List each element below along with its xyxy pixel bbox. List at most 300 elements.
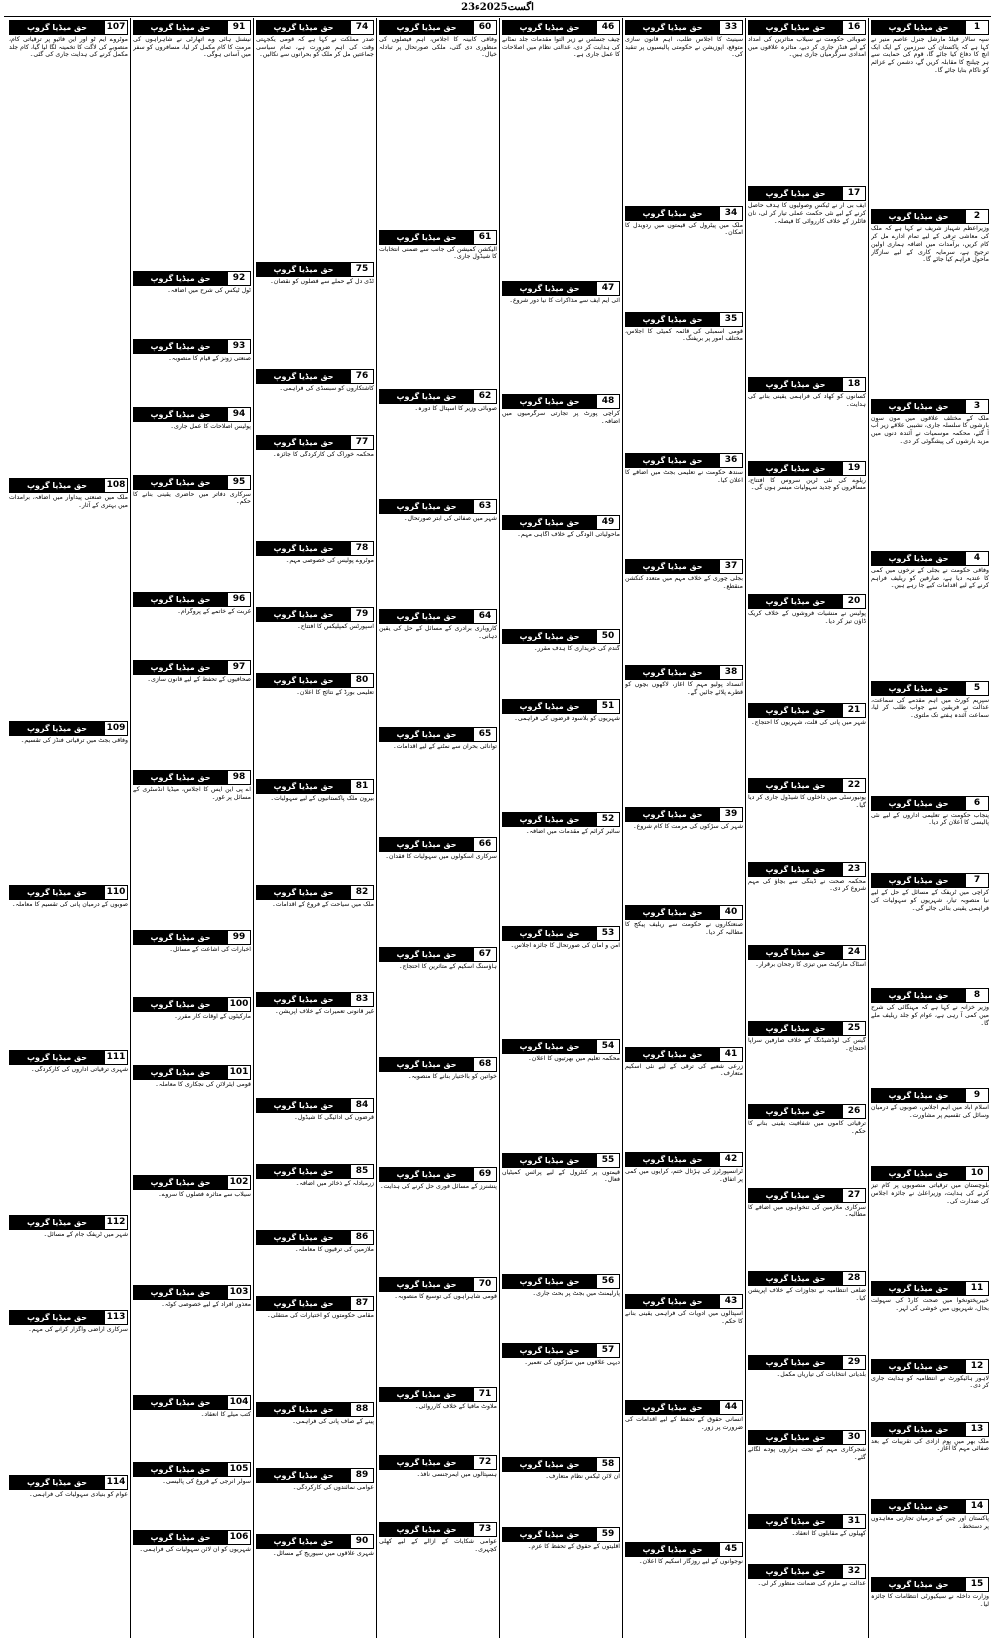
- story-text: آن لائن ٹیکس نظام متعارف۔: [545, 1472, 620, 1480]
- story-number: 89: [350, 1469, 373, 1482]
- news-story: [9, 1048, 128, 1213]
- story-header: [256, 992, 374, 1007]
- story-text: پاکستان اور چین کے درمیان تجارتی معاہدوں پر دستخط۔: [871, 1515, 989, 1531]
- story-header: [256, 262, 374, 277]
- story-tag: حق میڈیا گروپ: [257, 674, 350, 687]
- story-header: [379, 947, 497, 962]
- story-number: 6: [965, 797, 988, 810]
- story-body: [625, 823, 743, 903]
- story-text: پنشنرز کے مسائل فوری حل کرنے کی ہدایت۔: [379, 1182, 497, 1190]
- story-tag: حق میڈیا گروپ: [380, 231, 473, 244]
- news-story: [871, 397, 989, 549]
- story-body: [502, 645, 620, 697]
- story-header: [871, 873, 989, 888]
- story-text: سائبر کرائم کے مقدمات میں اضافہ۔: [525, 828, 620, 836]
- story-number: 111: [104, 1051, 127, 1064]
- story-header: [871, 1499, 989, 1514]
- story-header: [502, 926, 620, 941]
- story-tag: حق میڈیا گروپ: [134, 1531, 227, 1544]
- story-text: قومی ایئرلائن کی نجکاری کا معاملہ۔: [155, 1081, 251, 1089]
- story-header: [748, 377, 866, 392]
- story-number: 77: [350, 436, 373, 449]
- news-story: [133, 269, 251, 337]
- story-number: 85: [350, 1165, 373, 1178]
- story-number: 76: [350, 370, 373, 383]
- news-story: [133, 473, 251, 591]
- story-header: [502, 1153, 620, 1168]
- news-story: [871, 207, 989, 396]
- story-number: 55: [596, 1154, 619, 1167]
- news-story: [748, 1269, 866, 1352]
- story-tag: حق میڈیا گروپ: [10, 1311, 104, 1324]
- news-story: [379, 945, 497, 1055]
- story-body: [502, 1290, 620, 1342]
- news-story: [748, 1562, 866, 1638]
- story-tag: حق میڈیا گروپ: [380, 390, 473, 403]
- story-tag: حق میڈیا گروپ: [380, 948, 473, 961]
- story-text: کھیلوں کے مقابلوں کا انعقاد۔: [791, 1529, 866, 1537]
- story-text: سرکاری دفاتر میں حاضری یقینی بنانے کا حکم۔: [133, 490, 251, 506]
- story-header: [748, 1188, 866, 1203]
- story-tag: حق میڈیا گروپ: [503, 927, 596, 940]
- story-text: انسانی حقوق کے تحفظ کے لیے اقدامات کی ضرورت پر زور۔: [625, 1416, 743, 1431]
- story-header: [748, 1271, 866, 1286]
- story-header: [502, 20, 620, 35]
- story-tag: حق میڈیا گروپ: [10, 1476, 104, 1489]
- story-number: 103: [227, 1286, 250, 1299]
- story-number: 24: [842, 946, 865, 959]
- news-story: [871, 1357, 989, 1420]
- news-story: [502, 1341, 620, 1455]
- story-header: [9, 885, 128, 900]
- story-text: صنعتی زونز کے قیام کا منصوبہ۔: [168, 355, 251, 363]
- news-story: [748, 701, 866, 777]
- news-story: [871, 871, 989, 986]
- story-body: [133, 1546, 251, 1638]
- story-tag: حق میڈیا گروپ: [257, 780, 350, 793]
- news-story: [625, 903, 743, 1045]
- news-story: [748, 375, 866, 458]
- story-body: [133, 1191, 251, 1283]
- story-body: [748, 1120, 866, 1185]
- story-body: [133, 786, 251, 928]
- story-text: خیبرپختونخوا میں صحت کارڈ کی سہولت بحال، شہریوں میں خوشی کی لہر۔: [871, 1297, 989, 1312]
- story-tag: حق میڈیا گروپ: [503, 1154, 596, 1167]
- story-text: ترقیاتی کاموں میں شفافیت یقینی بنانے کا حکم۔: [748, 1120, 866, 1135]
- story-tag: حق میڈیا گروپ: [749, 946, 842, 959]
- story-tag: حق میڈیا گروپ: [10, 722, 104, 735]
- story-text: پارلیمنٹ میں بجٹ پر بحث جاری۔: [532, 1289, 620, 1297]
- story-tag: حق میڈیا گروپ: [257, 886, 350, 899]
- story-number: 34: [719, 207, 742, 220]
- news-column: [253, 18, 376, 1638]
- story-header: [748, 461, 866, 476]
- story-number: 1: [965, 21, 988, 34]
- story-text: نوجوانوں کے لیے روزگار اسکیم کا اعلان۔: [638, 1558, 743, 1565]
- story-body: [625, 1558, 743, 1638]
- story-tag: حق میڈیا گروپ: [872, 682, 965, 695]
- story-header: [256, 435, 374, 450]
- news-story: [502, 1272, 620, 1342]
- story-header: [871, 551, 989, 566]
- story-body: [256, 1312, 374, 1400]
- story-tag: حق میڈیا گروپ: [380, 728, 473, 741]
- story-body: [748, 1530, 866, 1563]
- story-text: معذور افراد کے لیے خصوصی کوٹہ۔: [161, 1300, 251, 1308]
- story-tag: حق میڈیا گروپ: [257, 1469, 350, 1482]
- news-story: [133, 1460, 251, 1528]
- news-story: [379, 1055, 497, 1165]
- story-tag: حق میڈیا گروپ: [872, 1089, 965, 1102]
- story-number: 90: [350, 1535, 373, 1548]
- story-text: اسٹاک مارکیٹ میں تیزی کا رجحان برقرار۔: [755, 961, 866, 969]
- story-number: 57: [596, 1344, 619, 1357]
- story-body: [871, 1438, 989, 1498]
- story-header: [256, 20, 374, 35]
- story-text: یونیورسٹی میں داخلوں کا شیڈول جاری کر دیا گیا۔: [748, 794, 866, 809]
- story-body: [502, 36, 620, 279]
- story-header: [871, 20, 989, 35]
- story-text: آئی ایم ایف سے مذاکرات کا نیا دور شروع۔: [509, 296, 620, 304]
- story-number: 105: [227, 1463, 250, 1476]
- story-body: [256, 689, 374, 777]
- story-text: شہر میں صفائی کی ابتر صورتحال۔: [403, 515, 497, 523]
- header-rule: [4, 16, 991, 17]
- story-body: [748, 1204, 866, 1269]
- story-body: [871, 1593, 989, 1638]
- news-story: [502, 513, 620, 627]
- story-header: [133, 770, 251, 785]
- story-tag: حق میڈیا گروپ: [257, 1403, 350, 1416]
- story-header: [625, 206, 743, 221]
- story-body: [748, 1580, 866, 1638]
- story-text: سینیٹ کا اجلاس طلب، اہم قانون سازی متوقع، اپوزیشن نے حکومتی پالیسیوں پر تنقید کی۔: [625, 36, 743, 59]
- story-body: [379, 1403, 497, 1453]
- story-number: 56: [596, 1275, 619, 1288]
- story-header: [133, 1175, 251, 1190]
- news-story: [625, 1292, 743, 1398]
- story-text: وفاقی حکومت نے بجلی کے نرخوں میں کمی کا عندیہ دیا ہے، صارفین کو ریلیف فراہم کرنے کے لیے اقدامات کیے جا رہے ہیں۔: [871, 566, 989, 590]
- story-number: 31: [842, 1515, 865, 1528]
- story-tag: حق میڈیا گروپ: [257, 1297, 350, 1310]
- story-number: 63: [473, 500, 496, 513]
- story-number: 96: [227, 593, 250, 606]
- story-text: ملازمین کی ترقیوں کا معاملہ۔: [294, 1245, 374, 1253]
- story-header: [871, 1166, 989, 1181]
- story-tag: حق میڈیا گروپ: [134, 931, 227, 944]
- story-tag: حق میڈیا گروپ: [872, 1360, 965, 1373]
- story-header: [502, 1039, 620, 1054]
- news-story: [133, 18, 251, 269]
- story-body: [625, 1063, 743, 1151]
- story-text: قومی اسمبلی کی قائمہ کمیٹی کا اجلاس، مختلف امور پر بریفنگ۔: [625, 327, 743, 343]
- story-body: [9, 901, 128, 1048]
- story-header: [502, 1457, 620, 1472]
- story-number: 16: [842, 21, 865, 34]
- story-body: [871, 1375, 989, 1420]
- news-story: [625, 1398, 743, 1540]
- news-story: [625, 1150, 743, 1292]
- story-text: قومی شاہراہوں کی توسیع کا منصوبہ۔: [394, 1292, 497, 1300]
- story-number: 67: [473, 948, 496, 961]
- story-text: اے پی این ایس کا اجلاس، میڈیا انڈسٹری کے مسائل پر غور۔: [133, 785, 251, 801]
- story-number: 80: [350, 674, 373, 687]
- story-body: [871, 415, 989, 549]
- story-number: 73: [473, 1523, 496, 1536]
- story-body: [748, 961, 866, 1019]
- story-header: [379, 1277, 497, 1292]
- story-body: [748, 36, 866, 184]
- story-text: انسداد پولیو مہم کا آغاز، لاکھوں بچوں کو قطرے پلائے جائیں گے۔: [625, 680, 743, 696]
- story-text: ٹول ٹیکس کی شرح میں اضافہ۔: [167, 287, 251, 295]
- news-story: [379, 1165, 497, 1275]
- story-tag: حق میڈیا گروپ: [626, 21, 719, 34]
- news-story: [256, 433, 374, 539]
- story-text: شجرکاری مہم کے تحت ہزاروں پودے لگائے گئے۔: [748, 1446, 866, 1461]
- story-body: [379, 1471, 497, 1521]
- story-tag: حق میڈیا گروپ: [257, 370, 350, 383]
- story-text: توانائی بحران سے نمٹنے کے لیے اقدامات۔: [392, 742, 497, 750]
- story-text: کراچی میں ٹریفک کے مسائل کے حل کے لیے نیا منصوبہ تیار، شہریوں کو سہولیات کی فراہمی یقینی بنائی جائے گی۔: [871, 889, 989, 912]
- story-tag: حق میڈیا گروپ: [749, 704, 842, 717]
- news-column: [622, 18, 745, 1638]
- story-header: [625, 1294, 743, 1309]
- story-number: 104: [227, 1396, 250, 1409]
- story-number: 47: [596, 282, 619, 295]
- news-story: [256, 1228, 374, 1294]
- story-header: [133, 997, 251, 1012]
- story-tag: حق میڈیا گروپ: [749, 378, 842, 391]
- story-header: [625, 1047, 743, 1062]
- story-text: بیرون ملک پاکستانیوں کے لیے سہولیات۔: [270, 795, 374, 803]
- news-story: [379, 1453, 497, 1521]
- story-number: 82: [350, 886, 373, 899]
- story-header: [9, 721, 128, 736]
- story-header: [379, 727, 497, 742]
- story-tag: حق میڈیا گروپ: [10, 21, 104, 34]
- story-text: شہر کی سڑکوں کی مرمت کا کام شروع۔: [633, 822, 743, 830]
- story-number: 38: [719, 666, 742, 679]
- story-number: 12: [965, 1360, 988, 1373]
- story-tag: حق میڈیا گروپ: [257, 1099, 350, 1112]
- news-story: [256, 1162, 374, 1228]
- story-number: 102: [227, 1176, 250, 1189]
- story-body: [256, 795, 374, 883]
- story-number: 50: [596, 630, 619, 643]
- story-body: [748, 610, 866, 700]
- story-tag: حق میڈیا گروپ: [380, 1278, 473, 1291]
- story-body: [379, 515, 497, 607]
- story-tag: حق میڈیا گروپ: [749, 1356, 842, 1369]
- story-tag: حق میڈیا گروپ: [749, 863, 842, 876]
- story-body: [502, 1473, 620, 1525]
- news-story: [9, 1308, 128, 1473]
- story-body: [133, 676, 251, 768]
- story-number: 52: [596, 813, 619, 826]
- story-body: [9, 737, 128, 884]
- story-header: [379, 389, 497, 404]
- news-story: [625, 204, 743, 310]
- story-number: 39: [719, 808, 742, 821]
- story-text: صوبوں کے درمیان پانی کی تقسیم کا معاملہ۔: [11, 901, 128, 909]
- news-column: [376, 18, 499, 1638]
- story-tag: حق میڈیا گروپ: [749, 779, 842, 792]
- story-tag: حق میڈیا گروپ: [134, 1176, 227, 1189]
- story-header: [9, 1310, 128, 1325]
- story-body: [133, 1411, 251, 1461]
- story-header: [379, 1387, 497, 1402]
- story-number: 10: [965, 1167, 988, 1180]
- story-text: مقامی حکومتوں کو اختیارات کی منتقلی۔: [267, 1311, 374, 1319]
- story-body: [502, 828, 620, 924]
- news-story: [379, 497, 497, 607]
- story-header: [625, 1400, 743, 1415]
- story-tag: حق میڈیا گروپ: [134, 998, 227, 1011]
- story-tag: حق میڈیا گروپ: [872, 874, 965, 887]
- story-body: [133, 287, 251, 337]
- story-body: [133, 946, 251, 996]
- story-number: 81: [350, 780, 373, 793]
- news-story: [871, 1420, 989, 1498]
- story-number: 53: [596, 927, 619, 940]
- story-body: [871, 697, 989, 794]
- news-story: [9, 476, 128, 718]
- story-tag: حق میڈیا گروپ: [134, 1066, 227, 1079]
- story-body: [256, 1180, 374, 1228]
- story-tag: حق میڈیا گروپ: [872, 1500, 965, 1513]
- news-column: [745, 18, 868, 1638]
- story-body: [502, 1359, 620, 1455]
- story-header: [871, 209, 989, 224]
- news-story: [748, 1512, 866, 1563]
- story-header: [133, 475, 251, 490]
- story-header: [748, 1564, 866, 1579]
- story-number: 51: [596, 700, 619, 713]
- story-header: [256, 673, 374, 688]
- story-tag: حق میڈیا گروپ: [134, 476, 227, 489]
- story-body: [748, 719, 866, 777]
- story-tag: حق میڈیا گروپ: [503, 21, 596, 34]
- story-number: 22: [842, 779, 865, 792]
- news-story: [379, 1520, 497, 1638]
- story-header: [625, 807, 743, 822]
- story-tag: حق میڈیا گروپ: [257, 1165, 350, 1178]
- story-header: [379, 1167, 497, 1182]
- story-text: پنجاب حکومت نے تعلیمی اداروں کے لیے نئی پالیسی کا اعلان کر دیا۔: [871, 811, 989, 827]
- news-story: [133, 1063, 251, 1173]
- story-number: 27: [842, 1189, 865, 1202]
- story-tag: حق میڈیا گروپ: [749, 595, 842, 608]
- story-body: [748, 794, 866, 859]
- story-text: کراچی پورٹ پر تجارتی سرگرمیوں میں اضافہ۔: [502, 410, 620, 425]
- story-number: 35: [719, 313, 742, 326]
- news-story: [871, 1086, 989, 1164]
- story-tag: حق میڈیا گروپ: [380, 1456, 473, 1469]
- news-story: [256, 1466, 374, 1532]
- story-number: 14: [965, 1500, 988, 1513]
- story-number: 91: [227, 21, 250, 34]
- story-header: [379, 20, 497, 35]
- news-column: [7, 18, 130, 1638]
- story-body: [871, 567, 989, 679]
- story-number: 9: [965, 1089, 988, 1102]
- story-body: [625, 1168, 743, 1292]
- story-number: 65: [473, 728, 496, 741]
- story-tag: حق میڈیا گروپ: [749, 1515, 842, 1528]
- story-text: محکمہ صحت نے ڈینگی سے بچاؤ کی مہم شروع کر دی۔: [748, 877, 866, 893]
- story-number: 49: [596, 516, 619, 529]
- story-text: زرمبادلہ کے ذخائر میں اضافہ۔: [295, 1179, 374, 1187]
- story-number: 54: [596, 1040, 619, 1053]
- story-text: ملک میں سیاحت کے فروغ کے اقدامات۔: [272, 901, 374, 909]
- news-story: [379, 18, 497, 228]
- story-tag: حق میڈیا گروپ: [380, 21, 473, 34]
- story-header: [9, 478, 128, 493]
- story-header: [748, 862, 866, 877]
- story-number: 41: [719, 1048, 742, 1061]
- story-body: [256, 385, 374, 433]
- story-body: [256, 1550, 374, 1638]
- story-tag: حق میڈیا گروپ: [134, 340, 227, 353]
- story-header: [256, 1402, 374, 1417]
- news-story: [256, 1294, 374, 1400]
- story-text: کاروباری برادری کے مسائل کے حل کی یقین دہانی۔: [379, 625, 497, 640]
- story-body: [502, 942, 620, 1038]
- news-story: [748, 459, 866, 592]
- news-story: [748, 592, 866, 700]
- story-header: [748, 20, 866, 35]
- story-header: [871, 399, 989, 414]
- story-number: 114: [104, 1476, 127, 1489]
- story-text: مارکیٹوں کے اوقات کار مقرر۔: [174, 1013, 251, 1021]
- story-number: 79: [350, 608, 373, 621]
- story-tag: حق میڈیا گروپ: [626, 1295, 719, 1308]
- story-body: [625, 222, 743, 310]
- story-body: [379, 36, 497, 228]
- story-body: [625, 328, 743, 452]
- story-body: [871, 36, 989, 207]
- story-header: [748, 1104, 866, 1119]
- story-body: [748, 1371, 866, 1429]
- story-number: 26: [842, 1105, 865, 1118]
- news-story: [502, 392, 620, 513]
- news-story: [133, 1173, 251, 1283]
- story-body: [379, 853, 497, 945]
- story-header: [133, 339, 251, 354]
- story-tag: حق میڈیا گروپ: [257, 608, 350, 621]
- story-header: [625, 1152, 743, 1167]
- story-header: [256, 369, 374, 384]
- story-number: 2: [965, 210, 988, 223]
- story-number: 112: [104, 1216, 127, 1229]
- news-story: [748, 776, 866, 859]
- story-header: [871, 1577, 989, 1592]
- news-story: [871, 986, 989, 1086]
- story-tag: حق میڈیا گروپ: [872, 1423, 965, 1436]
- story-tag: حق میڈیا گروپ: [503, 1040, 596, 1053]
- story-text: امن و امان کی صورتحال کا جائزہ اجلاس۔: [510, 941, 620, 949]
- story-tag: حق میڈیا گروپ: [749, 1189, 842, 1202]
- story-body: [748, 393, 866, 458]
- story-body: [871, 812, 989, 872]
- story-text: گیس کی لوڈشیڈنگ کے خلاف صارفین سراپا احتجاج۔: [748, 1036, 866, 1052]
- story-number: 95: [227, 476, 250, 489]
- story-body: [256, 1484, 374, 1532]
- story-text: ملک میں صنعتی پیداوار میں اضافہ، برآمدات میں بہتری کے آثار۔: [9, 494, 128, 510]
- story-tag: حق میڈیا گروپ: [134, 408, 227, 421]
- story-tag: حق میڈیا گروپ: [380, 610, 473, 623]
- story-tag: حق میڈیا گروپ: [257, 542, 350, 555]
